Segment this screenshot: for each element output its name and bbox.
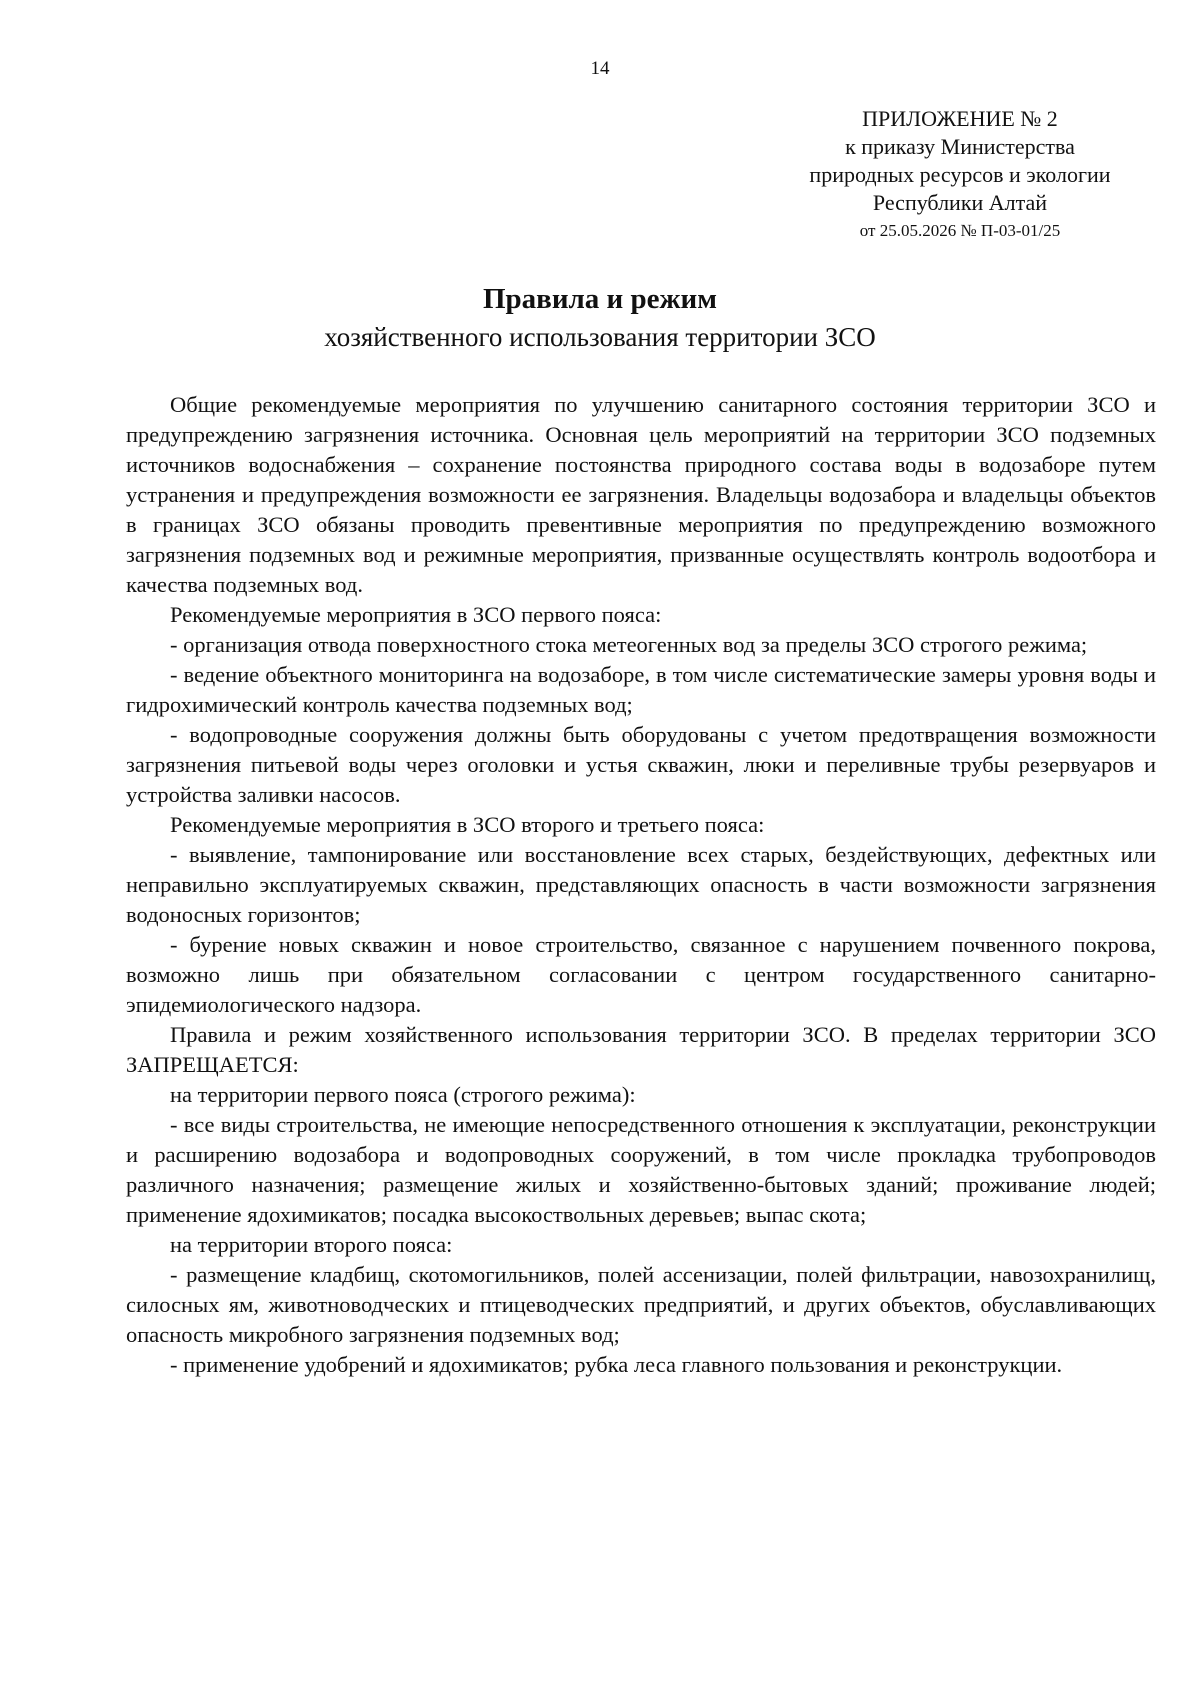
paragraph-second-belt-item-1: - размещение кладбищ, скотомогильников, полей ассенизации, полей фильтрации, навозохранилищ, силосных ям, животноводческих и птицеводческих предприятий, и других объектов, обуславливающих опасность микробного загрязнения подземных вод;: [126, 1262, 1156, 1347]
annex-ministry-line: природных ресурсов и экологии: [809, 162, 1111, 187]
paragraph-first-belt-heading: на территории первого пояса (строгого режима):: [170, 1082, 636, 1107]
paragraph-first-belt-item: - все виды строительства, не имеющие непосредственного отношения к эксплуатации, реконструкции и расширению водозабора и водопроводных сооружений, в том числе прокладка трубопроводов различного назначения; размещение жилых и хозяйственно-бытовых зданий; проживание людей; применение ядохимикатов; посадка высокоствольных деревьев; выпас скота;: [126, 1112, 1156, 1227]
annex-title: ПРИЛОЖЕНИЕ № 2: [862, 106, 1058, 131]
paragraph-first-zone-item-3: - водопроводные сооружения должны быть оборудованы с учетом предотвращения возможности загрязнения питьевой воды через оголовки и устья скважин, люки и переливные трубы резервуаров и устройства заливки насосов.: [126, 722, 1156, 807]
paragraph-second-third-zone-heading: Рекомендуемые мероприятия в ЗСО второго и третьего пояса:: [170, 812, 765, 837]
paragraph-second-third-zone-item-2: - бурение новых скважин и новое строительство, связанное с нарушением почвенного покрова, возможно лишь при обязательном согласовании с центром государственного санитарно-эпидемиологического надзора.: [126, 932, 1156, 1017]
paragraph-second-third-zone-item-1: - выявление, тампонирование или восстановление всех старых, бездействующих, дефектных или неправильно эксплуатируемых скважин, представляющих опасность в части возможности загрязнения водоносных горизонтов;: [126, 842, 1156, 927]
document-body: [126, 390, 1156, 1380]
document-subtitle: хозяйственного использования территории ЗСО: [324, 322, 876, 352]
annex-region-line: Республики Алтай: [872, 190, 1048, 215]
paragraph-first-zone-heading: Рекомендуемые мероприятия в ЗСО первого пояса:: [170, 602, 662, 627]
paragraph-second-belt-heading: на территории второго пояса:: [170, 1232, 453, 1257]
paragraph-second-belt-item-2: - применение удобрений и ядохимикатов; рубка леса главного пользования и реконструкции.: [170, 1352, 1063, 1377]
paragraph-prohibitions-intro: Правила и режим хозяйственного использования территории ЗСО. В пределах территории ЗСО ЗАПРЕЩАЕТСЯ:: [126, 1022, 1156, 1077]
annex-header: [760, 105, 1160, 245]
annex-order-line: к приказу Министерства: [845, 134, 1075, 159]
paragraph-first-zone-item-2: - ведение объектного мониторинга на водозаборе, в том числе систематические замеры уровня воды и гидрохимический контроль качества подземных вод;: [126, 662, 1156, 717]
paragraph-general-measures: Общие рекомендуемые мероприятия по улучшению санитарного состояния территории ЗСО и предупреждению загрязнения источника. Основная цель мероприятий на территории ЗСО подземных источников водоснабжения – сохранение постоянства природного состава воды в водозаборе путем устранения и предупреждения возможности ее загрязнения. Владельцы водозабора и владельцы объектов в границах ЗСО обязаны проводить превентивные мероприятия по предупреждению возможного загрязнения подземных вод и режимные мероприятия, призванные осуществлять контроль водоотбора и качества подземных вод.: [126, 392, 1156, 597]
document-title: Правила и режим: [482, 283, 718, 315]
paragraph-first-zone-item-1: - организация отвода поверхностного стока метеогенных вод за пределы ЗСО строгого режима;: [170, 632, 1088, 657]
page-number: 14: [590, 58, 610, 79]
annex-date-number: от 25.05.2026 № П-03-01/25: [859, 221, 1061, 240]
